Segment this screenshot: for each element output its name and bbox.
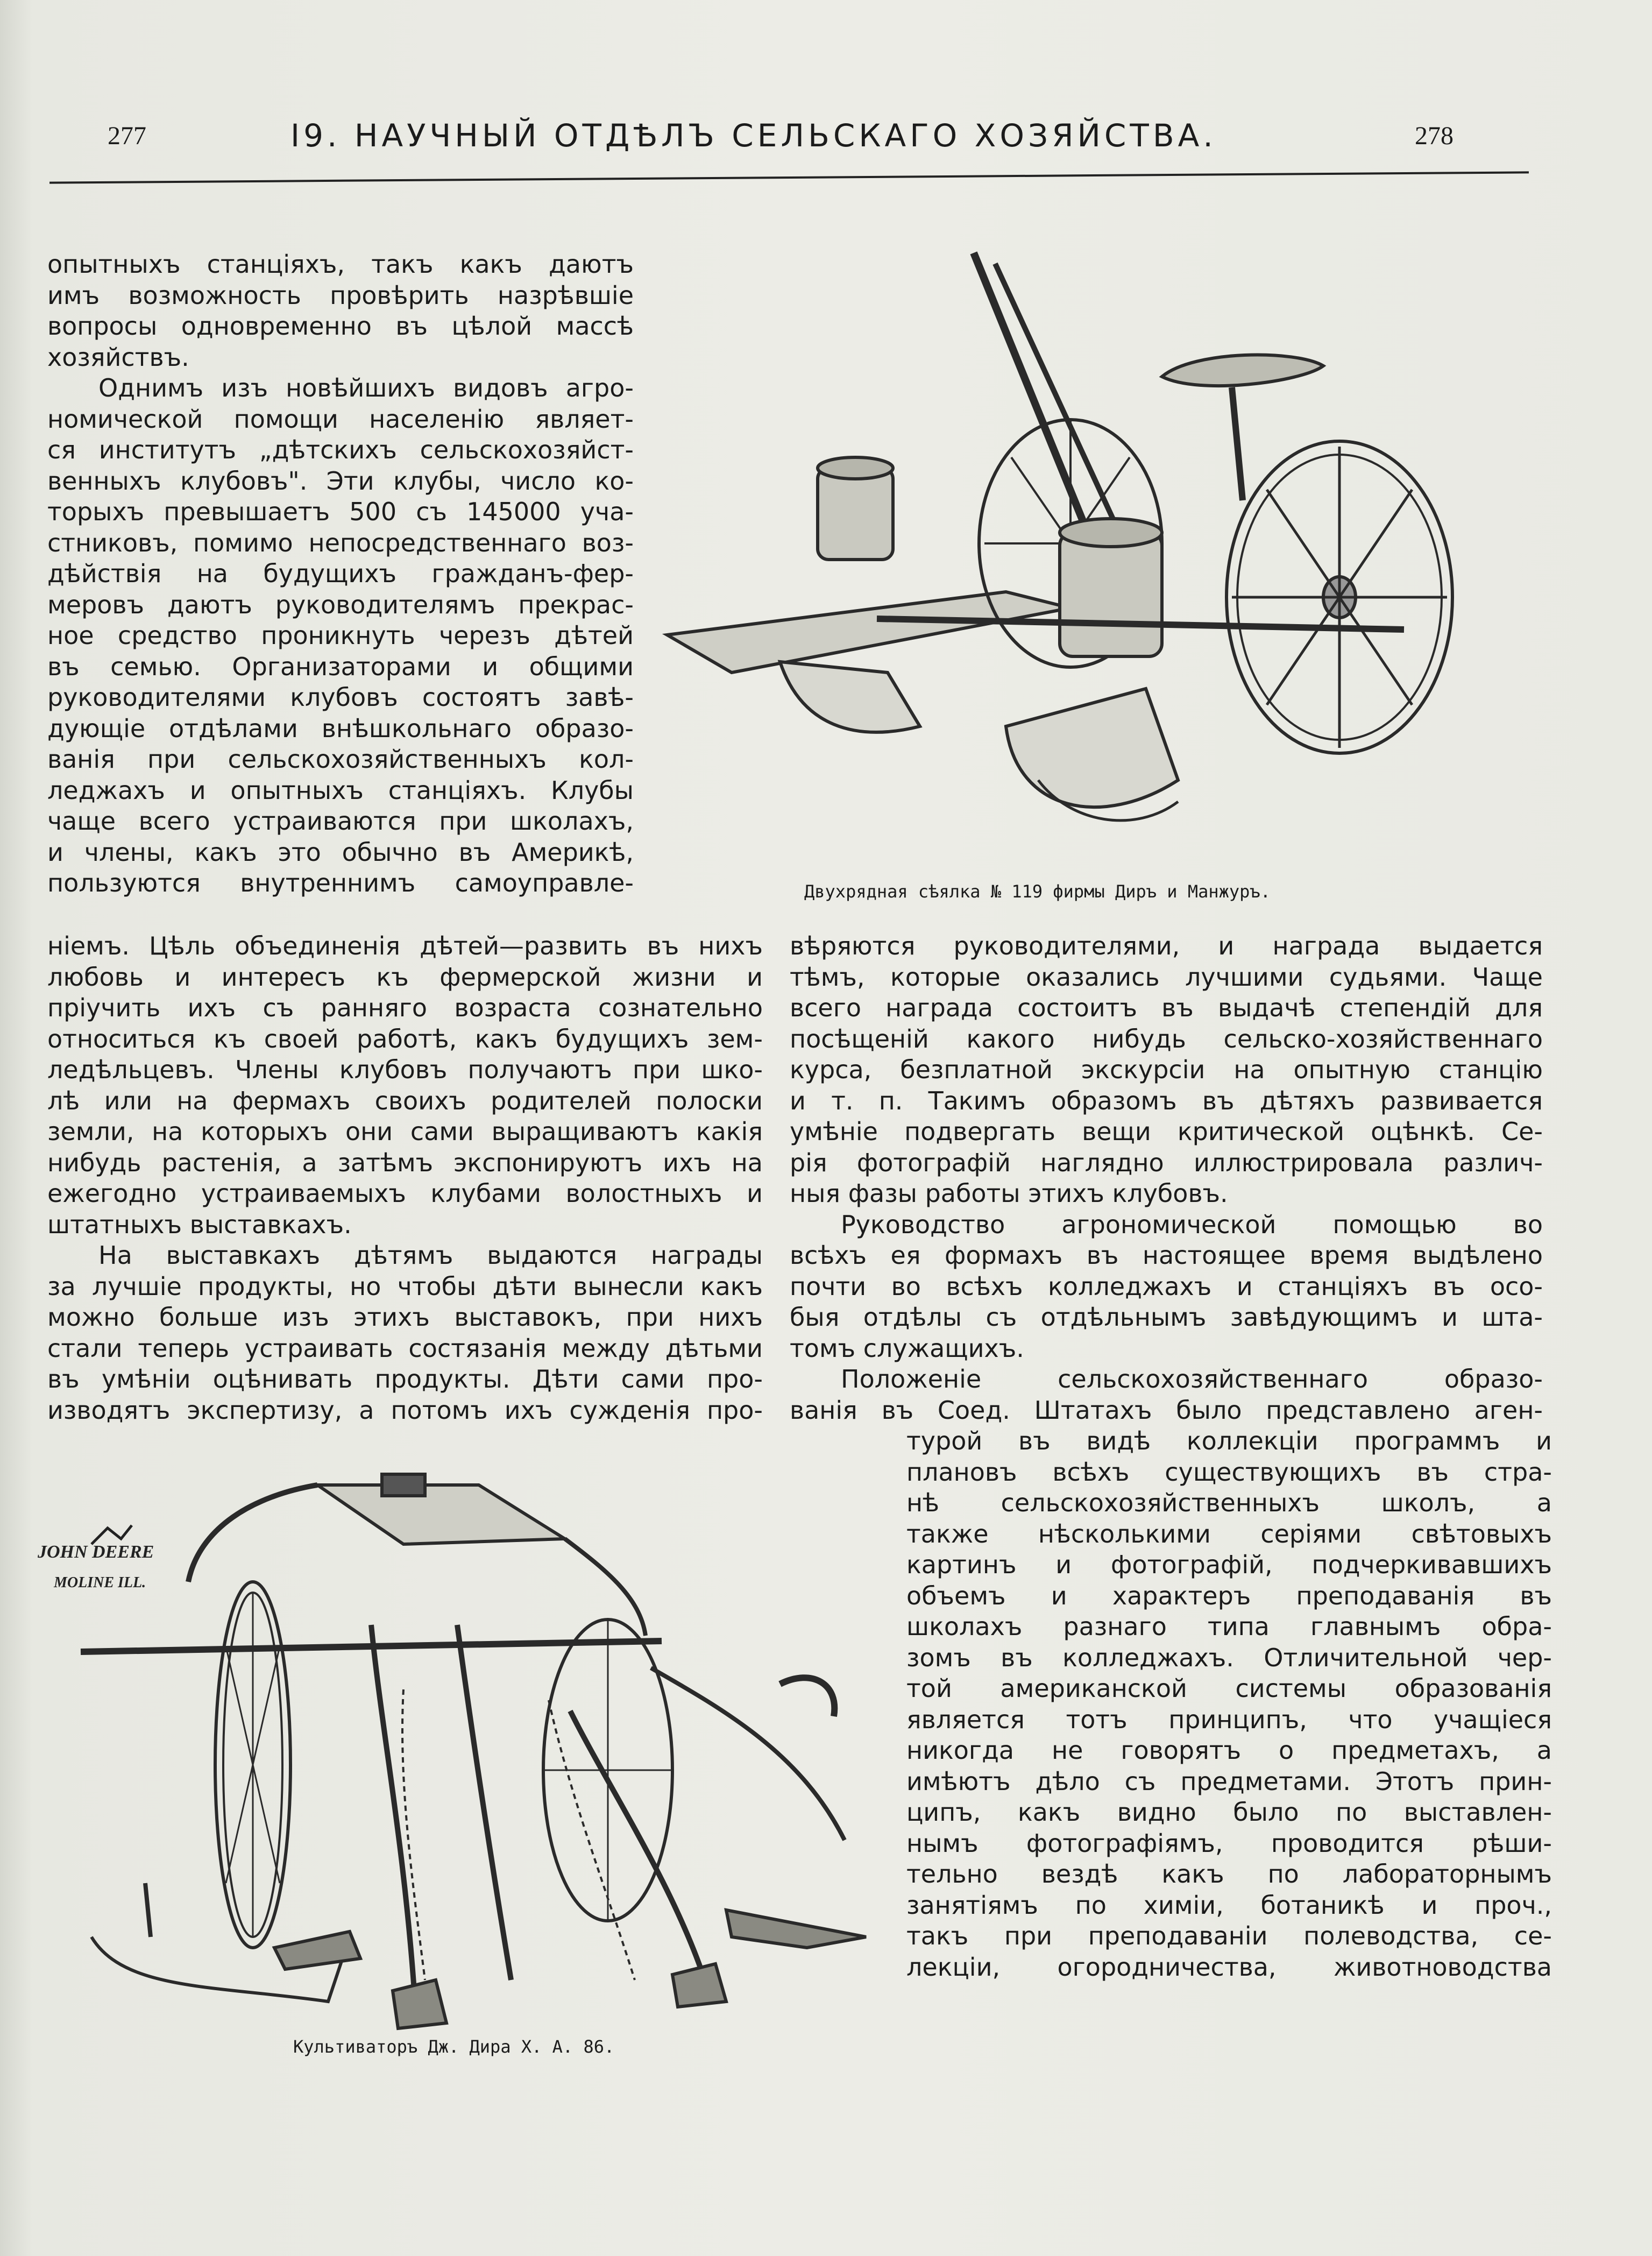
text-line: нымъ фотографіямъ, проводится рѣши- xyxy=(906,1828,1552,1858)
text-line: объемъ и характеръ преподаванія въ xyxy=(906,1581,1552,1610)
logo-text-top: JOHN DEERE xyxy=(38,1542,154,1562)
text-line: можно больше изъ этихъ выставокъ, при нихъ xyxy=(47,1303,763,1332)
text-line: лекціи, огородничества, животноводства xyxy=(906,1952,1552,1982)
text-line: имъ возможность провѣрить назрѣвшіе xyxy=(47,280,634,310)
text-line: тѣмъ, которые оказались лучшими судьями. Чаще xyxy=(790,962,1543,992)
text-line: ципъ, какъ видно было по выставлен- xyxy=(906,1798,1552,1827)
text-line: земли, на которыхъ они сами выращиваютъ какія xyxy=(47,1117,763,1146)
text-line: также нѣсколькими серіями свѣтовыхъ xyxy=(906,1519,1552,1548)
text-line: чаще всего устраиваются при школахъ, xyxy=(47,807,634,836)
text-line: въ умѣніи оцѣнивать продукты. Дѣти сами про- xyxy=(47,1364,763,1394)
text-line: ванія въ Соед. Штатахъ было представлено аген- xyxy=(790,1395,1543,1425)
text-line: номической помощи населенію являет- xyxy=(47,404,634,434)
text-line: является тотъ принципъ, что учащіеся xyxy=(906,1705,1552,1734)
text-line: изводятъ экспертизу, а потомъ ихъ сужденія про- xyxy=(47,1395,763,1425)
text-column-right-bottom xyxy=(906,1426,1552,1983)
text-line: за лучшіе продукты, но чтобы дѣти вынесли какъ xyxy=(47,1271,763,1301)
text-line: меровъ даютъ руководителямъ прекрас- xyxy=(47,590,634,619)
text-line: стниковъ, помимо непосредственнаго воз- xyxy=(47,528,634,557)
text-line: и т. п. Такимъ образомъ въ дѣтяхъ развивается xyxy=(790,1086,1543,1115)
john-deere-logo xyxy=(37,1525,154,1591)
text-line: относиться къ своей работѣ, какъ будущихъ зем- xyxy=(47,1024,763,1053)
text-line: школахъ разнаго типа главнымъ обра- xyxy=(906,1612,1552,1641)
page-number-right: 278 xyxy=(1415,122,1454,150)
running-title: I9. НАУЧНЫЙ ОТДѢЛЪ СЕЛЬСКАГО ХОЗЯЙСТВА. xyxy=(290,117,1217,154)
text-line: опытныхъ станціяхъ, такъ какъ даютъ xyxy=(47,250,634,279)
text-column-right-middle xyxy=(790,931,1543,1426)
text-line: венныхъ клубовъ". Эти клубы, число ко- xyxy=(47,466,634,496)
text-line: курса, безплатной экскурсіи на опытную станцію xyxy=(790,1055,1543,1084)
text-line: вѣряются руководителями, и награда выдается xyxy=(790,931,1543,960)
text-line: руководителями клубовъ состоятъ завѣ- xyxy=(47,683,634,712)
text-line: посѣщеній какого нибудь сельско-хозяйственнаго xyxy=(790,1024,1543,1053)
text-line: той американской системы образованія xyxy=(906,1674,1552,1703)
text-line: ное средство проникнуть черезъ дѣтей xyxy=(47,621,634,650)
text-line: занятіямъ по химіи, ботаникѣ и проч., xyxy=(906,1890,1552,1920)
text-line: быя отдѣлы съ отдѣльнымъ завѣдующимъ и шта- xyxy=(790,1303,1543,1332)
text-line: ледѣльцевъ. Члены клубовъ получаютъ при шко- xyxy=(47,1055,763,1084)
text-line: ванія при сельскохозяйственныхъ кол- xyxy=(47,745,634,774)
text-line: всѣхъ ея формахъ въ настоящее время выдѣлено xyxy=(790,1241,1543,1270)
text-line: ныя фазы работы этихъ клубовъ. xyxy=(790,1179,1228,1208)
text-line: и члены, какъ это обычно въ Америкѣ, xyxy=(47,837,634,867)
text-line: пользуются внутреннимъ самоуправле- xyxy=(47,868,634,897)
text-line: лѣ или на фермахъ своихъ родителей полоски xyxy=(47,1086,763,1115)
text-line: хозяйствъ. xyxy=(47,342,189,372)
planter-illustration xyxy=(662,242,1501,855)
text-line: торыхъ превышаетъ 500 съ 145000 уча- xyxy=(47,497,634,526)
text-line: имѣютъ дѣло съ предметами. Этотъ прин- xyxy=(906,1766,1552,1796)
text-line: нибудь растенія, а затѣмъ экспонируютъ ихъ на xyxy=(47,1148,763,1177)
text-line: нѣ сельскохозяйственныхъ школъ, а xyxy=(906,1488,1552,1517)
text-line: вопросы одновременно въ цѣлой массѣ xyxy=(47,312,634,341)
cultivator-illustration xyxy=(27,1463,914,2039)
text-line: Положеніе сельскохозяйственнаго образо- xyxy=(841,1364,1543,1394)
text-column-left-middle xyxy=(47,931,763,1426)
text-line: ніемъ. Цѣль объединенія дѣтей—развить въ нихъ xyxy=(47,931,763,960)
planter-caption: Двухрядная сѣялка № 119 фирмы Диръ и Манжуръ. xyxy=(804,881,1271,902)
text-line: турой въ видѣ коллекціи программъ и xyxy=(906,1426,1552,1455)
page-number-left: 277 xyxy=(108,122,146,150)
logo-text-bottom: MOLINE ILL. xyxy=(54,1574,146,1591)
text-line: леджахъ и опытныхъ станціяхъ. Клубы xyxy=(47,775,634,805)
text-line: томъ служащихъ. xyxy=(790,1333,1024,1363)
text-line: никогда не говорятъ о предметахъ, а xyxy=(906,1736,1552,1765)
text-column-left-top xyxy=(47,249,634,899)
text-line: стали теперь устраивать состязанія между дѣтьми xyxy=(47,1333,763,1363)
text-line: дѣйствія на будущихъ гражданъ-фер- xyxy=(47,559,634,588)
text-line: умѣніе подвергать вещи критической оцѣнкѣ. Се- xyxy=(790,1117,1543,1146)
text-line: зомъ въ колледжахъ. Отличительной чер- xyxy=(906,1643,1552,1672)
text-line: дующіе отдѣлами внѣшкольнаго образо- xyxy=(47,713,634,743)
text-line: тельно вездѣ какъ по лабораторнымъ xyxy=(906,1859,1552,1889)
text-line: пріучить ихъ съ ранняго возраста сознательно xyxy=(47,993,763,1022)
text-line: рія фотографій наглядно иллюстрировала различ- xyxy=(790,1148,1543,1177)
text-line: всего награда состоитъ въ выдачѣ степендій для xyxy=(790,993,1543,1022)
text-line: почти во всѣхъ колледжахъ и станціяхъ въ осо- xyxy=(790,1271,1543,1301)
text-line: плановъ всѣхъ существующихъ въ стра- xyxy=(906,1457,1552,1487)
cultivator-caption: Культиваторъ Дж. Дира Х. А. 86. xyxy=(293,2036,615,2057)
text-line: любовь и интересъ къ фермерской жизни и xyxy=(47,962,763,992)
text-line: въ семью. Организаторами и общими xyxy=(47,652,634,681)
text-line: штатныхъ выставкахъ. xyxy=(47,1210,352,1239)
text-line: На выставкахъ дѣтямъ выдаются награды xyxy=(98,1241,763,1270)
text-line: Руководство агрономической помощью во xyxy=(841,1210,1543,1239)
text-line: Однимъ изъ новѣйшихъ видовъ агро- xyxy=(98,373,634,402)
text-line: такъ при преподаваніи полеводства, се- xyxy=(906,1921,1552,1950)
text-line: ся институтъ „дѣтскихъ сельскохозяйст- xyxy=(47,435,634,464)
text-line: ежегодно устраиваемыхъ клубами волостныхъ и xyxy=(47,1179,763,1208)
header-rule xyxy=(49,171,1529,183)
text-line: картинъ и фотографій, подчеркивавшихъ xyxy=(906,1550,1552,1579)
